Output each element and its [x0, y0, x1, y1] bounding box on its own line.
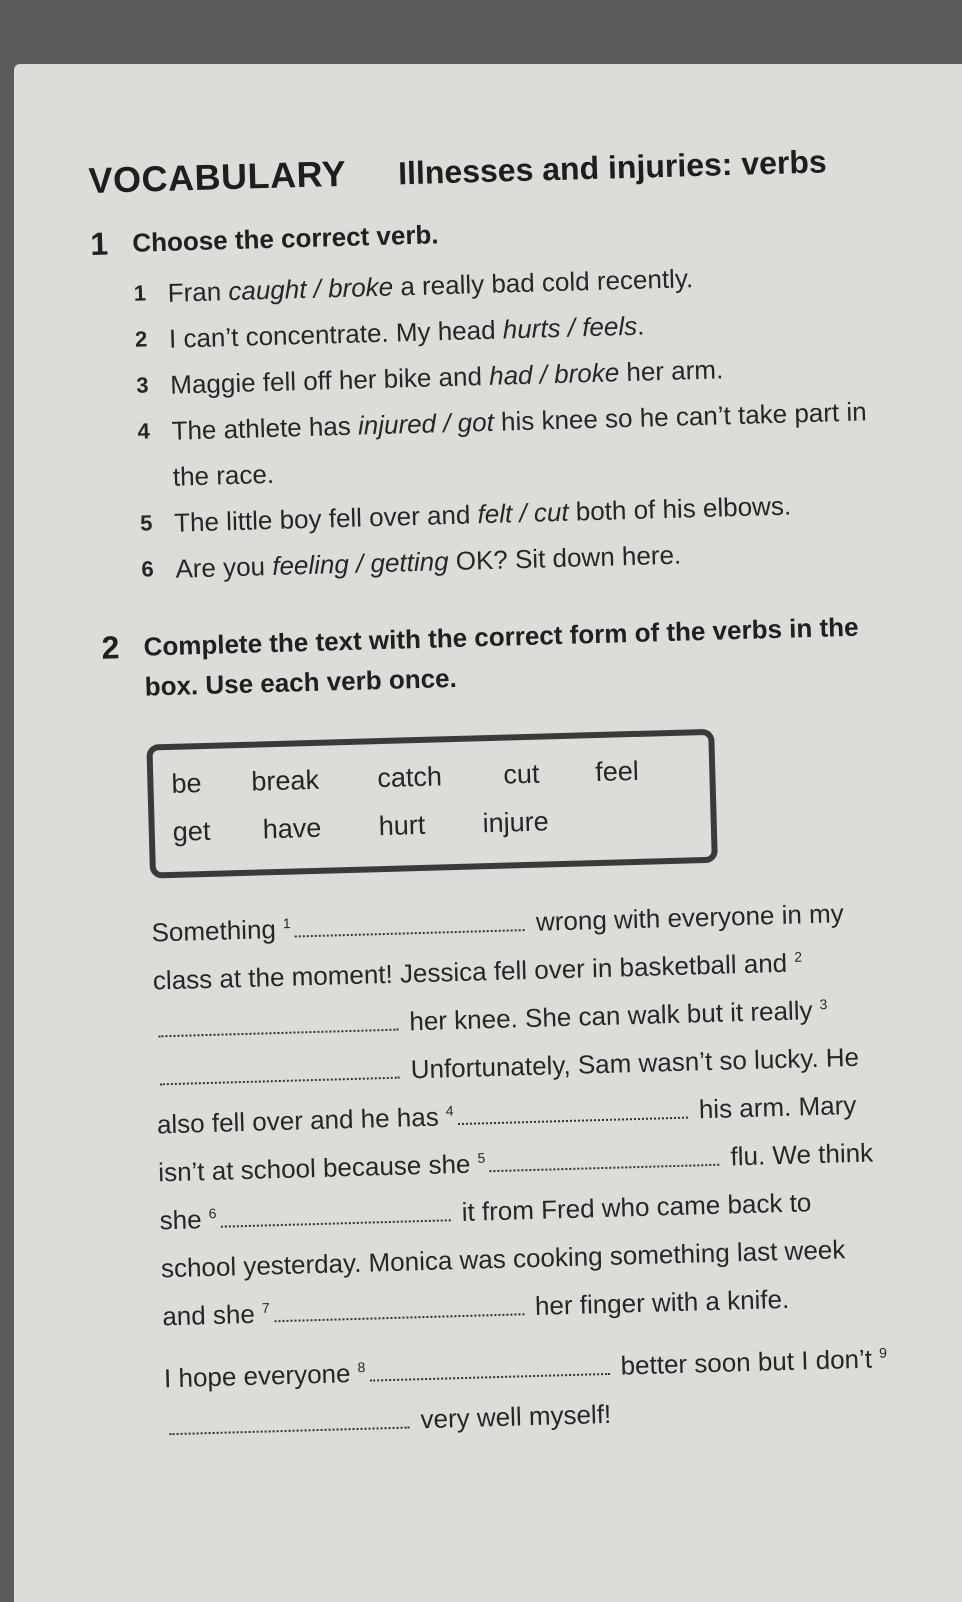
- passage-paragraph: [151, 888, 893, 1340]
- box-word: injure: [482, 806, 550, 839]
- item-text-part: Maggie fell off her bike and: [169, 360, 490, 400]
- exercise-2-number: 2: [101, 629, 120, 666]
- gap-fill-passage: [151, 888, 896, 1450]
- box-word: cut: [502, 758, 540, 790]
- item-text-part: The athlete has: [171, 410, 359, 446]
- item-number: 1: [133, 280, 147, 306]
- exercise-1-items: [133, 250, 900, 593]
- gap-blank[interactable]: [369, 1353, 610, 1382]
- gap-number: 5: [477, 1149, 486, 1166]
- item-number: 2: [134, 326, 148, 352]
- item-text-part: a really bad cold recently.: [392, 263, 694, 302]
- passage-text: his arm. Mary isn’t at school because she: [157, 1089, 857, 1188]
- passage-text: better soon but I don’t: [612, 1343, 880, 1381]
- exercise-1-instruction: Choose the correct verb.: [131, 219, 439, 258]
- gap-number: 7: [261, 1299, 270, 1316]
- passage-paragraph: [163, 1334, 895, 1450]
- passage-text: very well myself!: [412, 1398, 612, 1435]
- passage-text: flu. We think she: [159, 1137, 874, 1236]
- gap-blank[interactable]: [295, 909, 526, 937]
- verb-choice[interactable]: hurts / feels: [502, 310, 638, 345]
- item-text-part: his knee so he can’t take part in the race.: [172, 396, 867, 492]
- passage-text: her knee. She can walk but it really: [401, 994, 821, 1037]
- item-text-part: Fran: [167, 276, 229, 308]
- item-number: 5: [139, 510, 153, 536]
- item-number: 6: [141, 556, 155, 582]
- box-word: hurt: [378, 809, 426, 842]
- passage-text: Something: [151, 913, 284, 948]
- verb-choice[interactable]: injured / got: [357, 406, 495, 441]
- exercise-1-number: 1: [89, 225, 109, 262]
- section-header: [88, 138, 889, 202]
- item-text-part: OK? Sit down here.: [448, 539, 682, 577]
- section-label: VOCABULARY: [88, 152, 347, 201]
- word-box: [146, 729, 718, 879]
- gap-blank[interactable]: [158, 1009, 399, 1038]
- exercise-2-title: [101, 605, 903, 707]
- gap-number: 2: [793, 948, 803, 965]
- passage-text: her finger with a knife.: [527, 1283, 790, 1322]
- gap-blank[interactable]: [169, 1407, 410, 1436]
- passage-text: it from Fred who came back to school yesterday. Monica was cooking something last week and she: [160, 1187, 846, 1332]
- item-text-part: I can’t concentrate. My head: [168, 314, 504, 354]
- gap-number: 8: [357, 1359, 366, 1376]
- exercise-2-instruction: Complete the text with the correct form of the verbs in the box. Use each verb once.: [143, 611, 859, 702]
- verb-choice[interactable]: felt / cut: [477, 496, 569, 530]
- box-word: get: [172, 815, 211, 847]
- gap-blank[interactable]: [489, 1144, 720, 1172]
- verb-choice[interactable]: had / broke: [488, 357, 620, 391]
- item-number: 3: [135, 372, 149, 398]
- verb-choice[interactable]: feeling / getting: [271, 546, 449, 582]
- item-text-part: .: [636, 310, 645, 341]
- gap-number: 4: [445, 1102, 454, 1119]
- verb-choice[interactable]: caught / broke: [227, 271, 394, 307]
- box-word: catch: [376, 761, 443, 794]
- gap-blank[interactable]: [220, 1199, 451, 1227]
- box-word: break: [251, 764, 320, 797]
- gap-number: 9: [878, 1344, 888, 1361]
- gap-number: 1: [282, 914, 291, 932]
- page-content: [88, 138, 924, 1466]
- box-word: be: [171, 768, 202, 799]
- gap-blank[interactable]: [159, 1057, 400, 1086]
- item-text-part: Are you: [175, 551, 273, 584]
- item-text-part: her arm.: [618, 354, 724, 388]
- gap-number: 3: [819, 996, 828, 1013]
- gap-blank[interactable]: [273, 1293, 524, 1322]
- box-word: feel: [594, 755, 640, 788]
- workbook-page: [14, 64, 962, 1602]
- item-text-part: both of his elbows.: [568, 490, 792, 527]
- box-word: have: [262, 812, 322, 845]
- item-text-part: The little boy fell over and: [173, 499, 478, 538]
- passage-text: I hope everyone: [163, 1357, 359, 1394]
- item-number: 4: [137, 418, 151, 444]
- gap-number: 6: [208, 1205, 217, 1222]
- passage-text: wrong with everyone in my class at the moment! Jessica fell over in basketball and: [152, 898, 845, 996]
- passage-text: Unfortunately, Sam wasn’t so lucky. He also fell over and he has: [156, 1041, 860, 1140]
- gap-blank[interactable]: [457, 1097, 688, 1125]
- section-topic: Illnesses and injuries: verbs: [397, 143, 828, 192]
